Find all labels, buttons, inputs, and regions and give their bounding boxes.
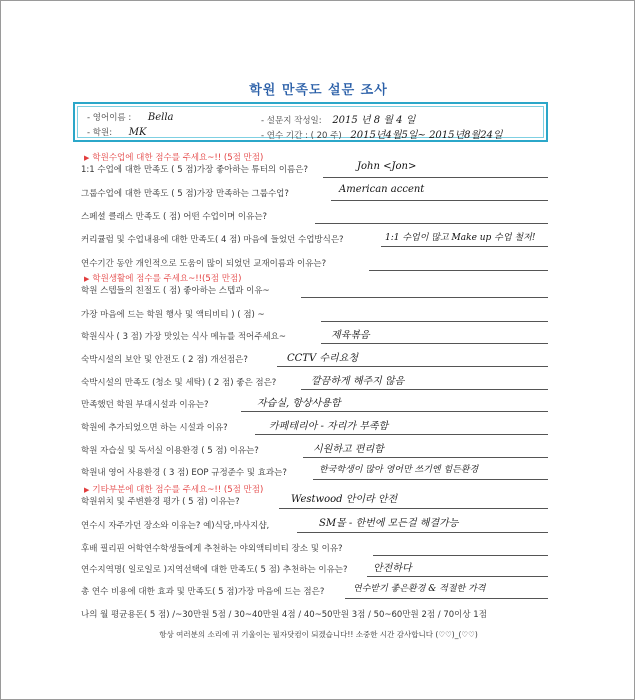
answer-line — [313, 479, 548, 480]
answer-text: 한국학생이 많아 영어만 쓰기엔 힘든환경 — [319, 465, 479, 475]
question-text: 커리큘럼 및 수업내용에 대한 만족도( 4 점) 마음에 들었던 수업방식은? — [81, 235, 344, 245]
footer-note: 항상 여러분의 소리에 귀 기울이는 필자닷컴이 되겠습니다!! 소중한 시간 감사합니다 (♡♡)_(♡♡) — [159, 630, 478, 639]
answer-line — [315, 223, 548, 224]
answer-text: 깔끔하게 해주지 않음 — [311, 376, 405, 387]
name-label: - 영어이름 : — [87, 113, 132, 123]
answer-line — [241, 411, 548, 412]
answer-line — [345, 598, 548, 599]
cost-question: 나의 월 평균용돈( 5 점) /~30만원 5점 / 30~40만원 4점 / 40~50만원 3점 / 50~60만원 2점 / 70이상 1점 — [81, 610, 487, 620]
question-text: 학원식사 ( 3 점) 가장 맛있는 식사 메뉴를 적어주세요~ — [81, 332, 286, 342]
question-text: 연수시 자주가던 장소와 이유는? 예)식당,마사지샵, — [81, 521, 270, 531]
answer-text: CCTV 수리요청 — [287, 353, 359, 364]
answer-text: SM몰 - 한번에 모든걸 해결가능 — [319, 518, 459, 529]
period-value: 2015년4월5일~ 2015년8월24일 — [350, 130, 503, 141]
question-text: 학원 자습실 및 독서실 이용환경 ( 5 점) 이유는? — [81, 446, 259, 456]
triangle-icon: ▶ — [84, 486, 90, 494]
answer-line — [255, 434, 548, 435]
answer-line — [381, 246, 548, 247]
answer-text: John <Jon> — [357, 161, 417, 172]
question-text: 학원위치 및 주변환경 평가 ( 5 점) 이유는? — [81, 497, 240, 507]
question-text: 숙박시설의 만족도 (청소 및 세탁) ( 2 점) 좋은 점은? — [81, 378, 277, 388]
answer-line — [367, 576, 548, 577]
answer-line — [321, 321, 548, 322]
question-text: 1:1 수업에 대한 만족도 ( 5 점)가장 좋아하는 튜터의 이름은? — [81, 165, 308, 175]
answer-text: 자습실, 항상사용함 — [257, 398, 341, 409]
question-text: 총 연수 비용에 대한 효과 및 만족도( 5 점)가장 마음에 드는 점은? — [81, 587, 325, 597]
answer-text: 안전하다 — [373, 563, 412, 574]
answer-line — [373, 555, 548, 556]
date-label: - 설문지 작성일: — [261, 116, 322, 126]
answer-line — [369, 270, 548, 271]
section-heading-etc: ▶ 기타부분에 대한 점수를 주세요~!! (5점 만점) — [84, 485, 264, 495]
answer-text: 연수받기 좋은환경 & 적절한 가격 — [353, 584, 486, 594]
triangle-icon: ▶ — [84, 154, 90, 162]
page-title: 학원 만족도 설문 조사 — [249, 83, 388, 98]
name-value: Bella — [147, 112, 174, 123]
answer-line — [301, 389, 548, 390]
question-text: 연수지역명( 일로일로 )지역선택에 대한 만족도( 5 점) 추천하는 이유는? — [81, 565, 348, 575]
answer-line — [321, 343, 548, 344]
question-text: 스페셜 클래스 만족도 ( 점) 어떤 수업이며 이유는? — [81, 212, 268, 222]
answer-line — [277, 366, 548, 367]
triangle-icon: ▶ — [84, 275, 90, 283]
answer-line — [323, 177, 548, 178]
answer-text: American accent — [339, 184, 425, 195]
question-text: 그룹수업에 대한 만족도 ( 5 점)가장 만족하는 그룹수업? — [81, 189, 289, 199]
academy-label: - 학원: — [87, 128, 113, 138]
answer-text: 시원하고 편리함 — [313, 444, 384, 455]
period-label: - 연수 기간 : ( 20 주) — [261, 131, 342, 141]
answer-line — [301, 297, 548, 298]
question-text: 학원에 추가되었으면 하는 시설과 이유? — [81, 423, 228, 433]
info-box — [73, 102, 548, 142]
question-text: 후배 필리핀 어학연수학생들에게 추천하는 야외액티비티 장소 및 이유? — [81, 544, 343, 554]
section-heading-life: ▶ 학원생활에 점수를 주세요~!!(5점 만점) — [84, 274, 242, 284]
answer-line — [279, 508, 548, 509]
answer-text: 카페테리아 - 자리가 부족함 — [269, 421, 389, 432]
section-heading-class: ▶ 학원수업에 대한 점수를 주세요~!! (5점 만점) — [84, 153, 264, 163]
answer-text: 1:1 수업이 많고 Make up 수업 철저! — [385, 233, 536, 243]
answer-line — [303, 457, 548, 458]
answer-line — [331, 200, 548, 201]
question-text: 학원내 영어 사용환경 ( 3 점) EOP 규정준수 및 효과는? — [81, 468, 287, 478]
question-text: 학원 스텝들의 친절도 ( 점) 좋아하는 스텝과 이유~ — [81, 286, 270, 296]
question-text: 숙박시설의 보안 및 안전도 ( 2 점) 개선점은? — [81, 355, 248, 365]
question-text: 연수기간 동안 개인적으로 도움이 많이 되었던 교재이름과 이유는? — [81, 259, 327, 269]
question-text: 만족했던 학원 부대시설과 이유는? — [81, 400, 209, 410]
date-value: 2015 년 8 월 4 일 — [332, 115, 416, 126]
question-text: 가장 마음에 드는 학원 행사 및 액티비티 ) ( 점) ~ — [81, 310, 265, 320]
answer-text: 제육볶음 — [331, 330, 370, 341]
answer-text: Westwood 안이라 안전 — [291, 494, 398, 505]
answer-line — [297, 532, 548, 533]
academy-value: MK — [128, 127, 147, 138]
